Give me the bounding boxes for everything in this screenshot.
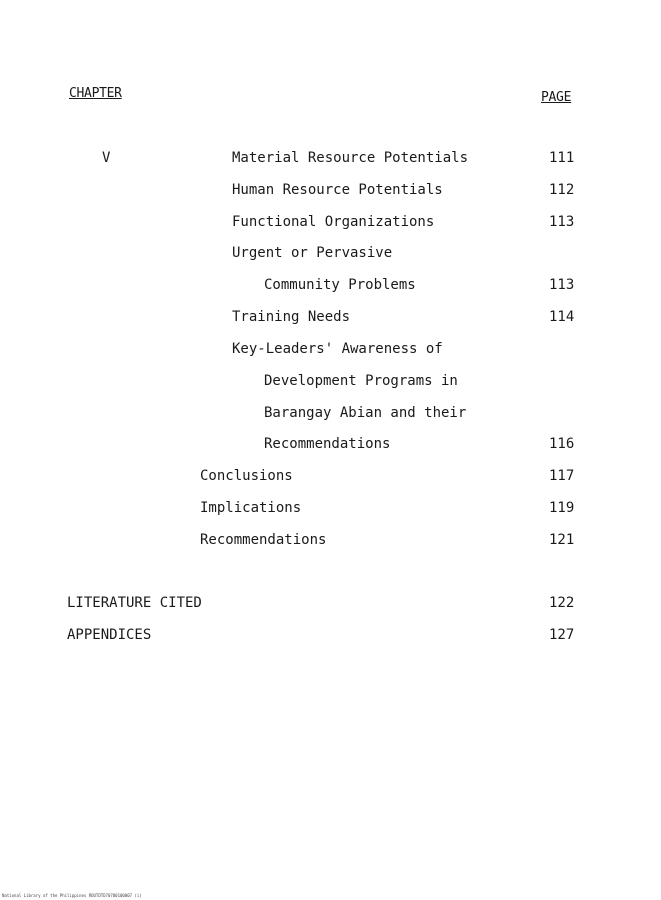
toc-entry <box>0 182 661 202</box>
toc-entry <box>0 373 661 393</box>
toc-entry-title: Key-Leaders' Awareness of <box>232 341 443 357</box>
toc-entry-title: Recommendations <box>200 532 327 548</box>
toc-entry-title: Development Programs in <box>264 373 458 389</box>
toc-entry-page: 122 <box>549 595 575 611</box>
toc-entry-title: Human Resource Potentials <box>232 182 443 198</box>
toc-entry-title: APPENDICES <box>67 627 152 643</box>
toc-entry-title: Urgent or Pervasive <box>232 245 393 261</box>
toc-entry-page: 113 <box>549 214 575 230</box>
scan-footer: National Library of the Philippines ROUTDTD70700100007 (i) <box>2 893 142 898</box>
toc-entry-title: Barangay Abian and their <box>264 405 467 421</box>
toc-entry <box>0 150 661 170</box>
toc-entry-title: Community Problems <box>264 277 416 293</box>
toc-entry-title: Recommendations <box>264 436 391 452</box>
toc-entry-page: 112 <box>549 182 575 198</box>
toc-entry <box>0 214 661 234</box>
toc-entry <box>0 277 661 297</box>
toc-entry-page: 119 <box>549 500 575 516</box>
toc-entry <box>0 341 661 361</box>
toc-entry-page: 113 <box>549 277 575 293</box>
toc-entry <box>0 532 661 552</box>
toc-entry-page: 127 <box>549 627 575 643</box>
page-header: PAGE <box>541 90 572 105</box>
toc-entry-title: Conclusions <box>200 468 293 484</box>
toc-entry <box>0 627 661 647</box>
toc-entry <box>0 309 661 329</box>
toc-entry-title: Training Needs <box>232 309 351 325</box>
chapter-numeral: V <box>102 150 111 166</box>
toc-entry-page: 121 <box>549 532 575 548</box>
toc-entry-page: 111 <box>549 150 575 166</box>
toc-entry-title: Material Resource Potentials <box>232 150 469 166</box>
toc-entry-title: LITERATURE CITED <box>67 595 202 611</box>
toc-entry-page: 117 <box>549 468 575 484</box>
chapter-header: CHAPTER <box>69 86 122 101</box>
toc-entry <box>0 468 661 488</box>
toc-entry-page: 114 <box>549 309 575 325</box>
toc-entry <box>0 500 661 520</box>
toc-entry <box>0 436 661 456</box>
toc-entry-title: Implications <box>200 500 302 516</box>
toc-entry-title: Functional Organizations <box>232 214 435 230</box>
toc-entry <box>0 595 661 615</box>
toc-entry <box>0 405 661 425</box>
toc-entry <box>0 245 661 265</box>
toc-entry-page: 116 <box>549 436 575 452</box>
